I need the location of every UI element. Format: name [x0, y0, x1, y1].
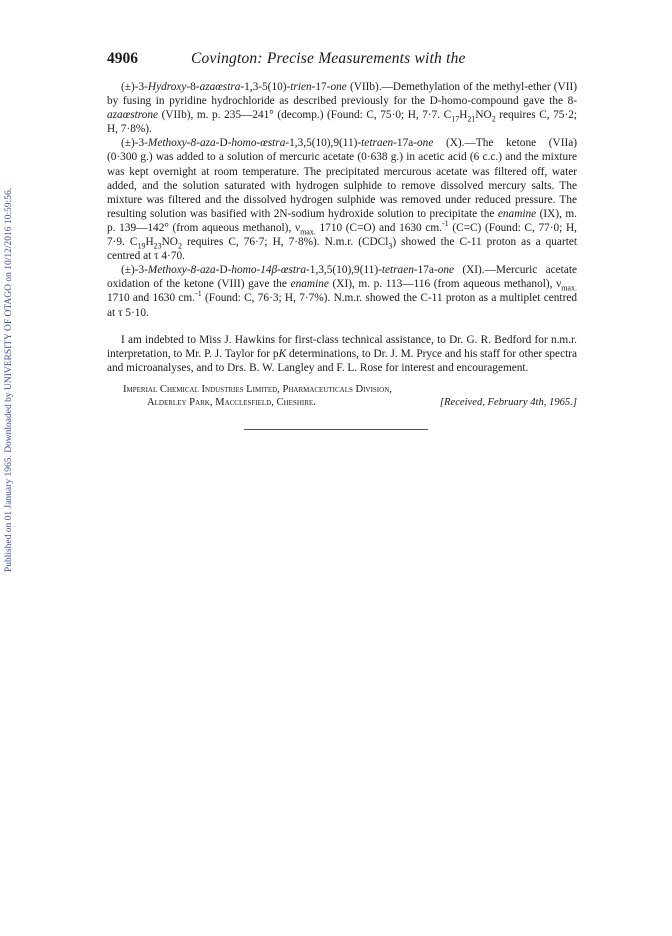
page-number: 4906 [107, 50, 138, 67]
paragraph-compound-x: (±)-3-Methoxy-8-aza-D-homo-œstra-1,3,5(10),9(11)-tetraen-17a-one (X).—The ketone (VIIa) (0·300 g.) was added to a solution of mercuric acetate (0·638 g.) in acetic acid (6 c.c.) and the mixture was kept overnight at room temperature. The precipitated mercurous acetate was filtered off, water added, and the solution saturated with hydrogen sulphide to remove dissolved mercury salts. The mixture was filtered and the dissolved hydrogen sulphide was removed under reduced pressure. The resulting solution was basified with 2N-sodium hydroxide solution to precipitate the enamine (IX), m. p. 139—142° (from aqueous methanol), $\nu_{max.}$ 1710 (C=O) and 1630 cm.$^{-1}$ (C=C) (Found: C, 77·0; H, 7·9. $C_{19}H_{23}NO_2$ requires C, 76·7; H, 7·8%). N.m.r. (CDCl$_3$) showed the C-11 proton as a quartet centred at τ 4·70. [107, 137, 578, 263]
section-gap [107, 320, 577, 333]
article-body [107, 80, 577, 410]
affiliation-line-2 [107, 396, 577, 410]
running-title: Covington: Precise Measurements with the [191, 50, 466, 67]
affiliation-address: Alderley Park, Macclesfield, Cheshire. [147, 397, 316, 409]
acknowledgement-paragraph: I am indebted to Miss J. Hawkins for first-class technical assistance, to Dr. G. R. Bedford for n.m.r. interpretation, to Mr. P. J. Taylor for pK determinations, to Dr. J. M. Pryce and his staff for other spectra and microanalyses, and to Drs. B. W. Langley and F. L. Rose for interest and encouragement. [107, 333, 577, 374]
received-date: [Received, February 4th, 1965.] [439, 397, 577, 409]
affiliation-block [107, 383, 577, 410]
page-header [107, 50, 577, 70]
paragraph-compound-xi: (±)-3-Methoxy-8-aza-D-homo-14β-œstra-1,3,5(10),9(11)-tetraen-17a-one (XI).—Mercuric acetate oxidation of the ketone (VIII) gave the enamine (XI), m. p. 113—116 (from aqueous methanol), $\nu_{max.}$ 1710 and 1630 cm.$^{-1}$ (Found: C, 76·3; H, 7·7%). N.m.r. showed the C-11 proton as a multiplet centred at τ 5·10. [107, 264, 577, 319]
end-rule-divider [244, 429, 428, 430]
download-watermark [2, 150, 16, 610]
download-watermark-text: Published on 01 January 1965. Downloaded by UNIVERSITY OF OTAGO on 10/12/2016 10:59:56. [4, 187, 14, 573]
affiliation-line-1: Imperial Chemical Industries Limited, Pharmaceuticals Division, [123, 383, 392, 395]
paragraph-compound-viib: (±)-3-Hydroxy-8-azaœstra-1,3-5(10)-trien-17-one (VIIb).—Demethylation of the methyl-ether (VII) by fusing in pyridine hydrochloride as described previously for the D-homo-compound gave the 8-azaœstrone (VIIb), m. p. 235—241° (decomp.) (Found: C, 75·0; H, 7·7. $C_{17}H_{21}NO_2$ requires C, 75·2; H, 7·8%). [107, 81, 577, 136]
